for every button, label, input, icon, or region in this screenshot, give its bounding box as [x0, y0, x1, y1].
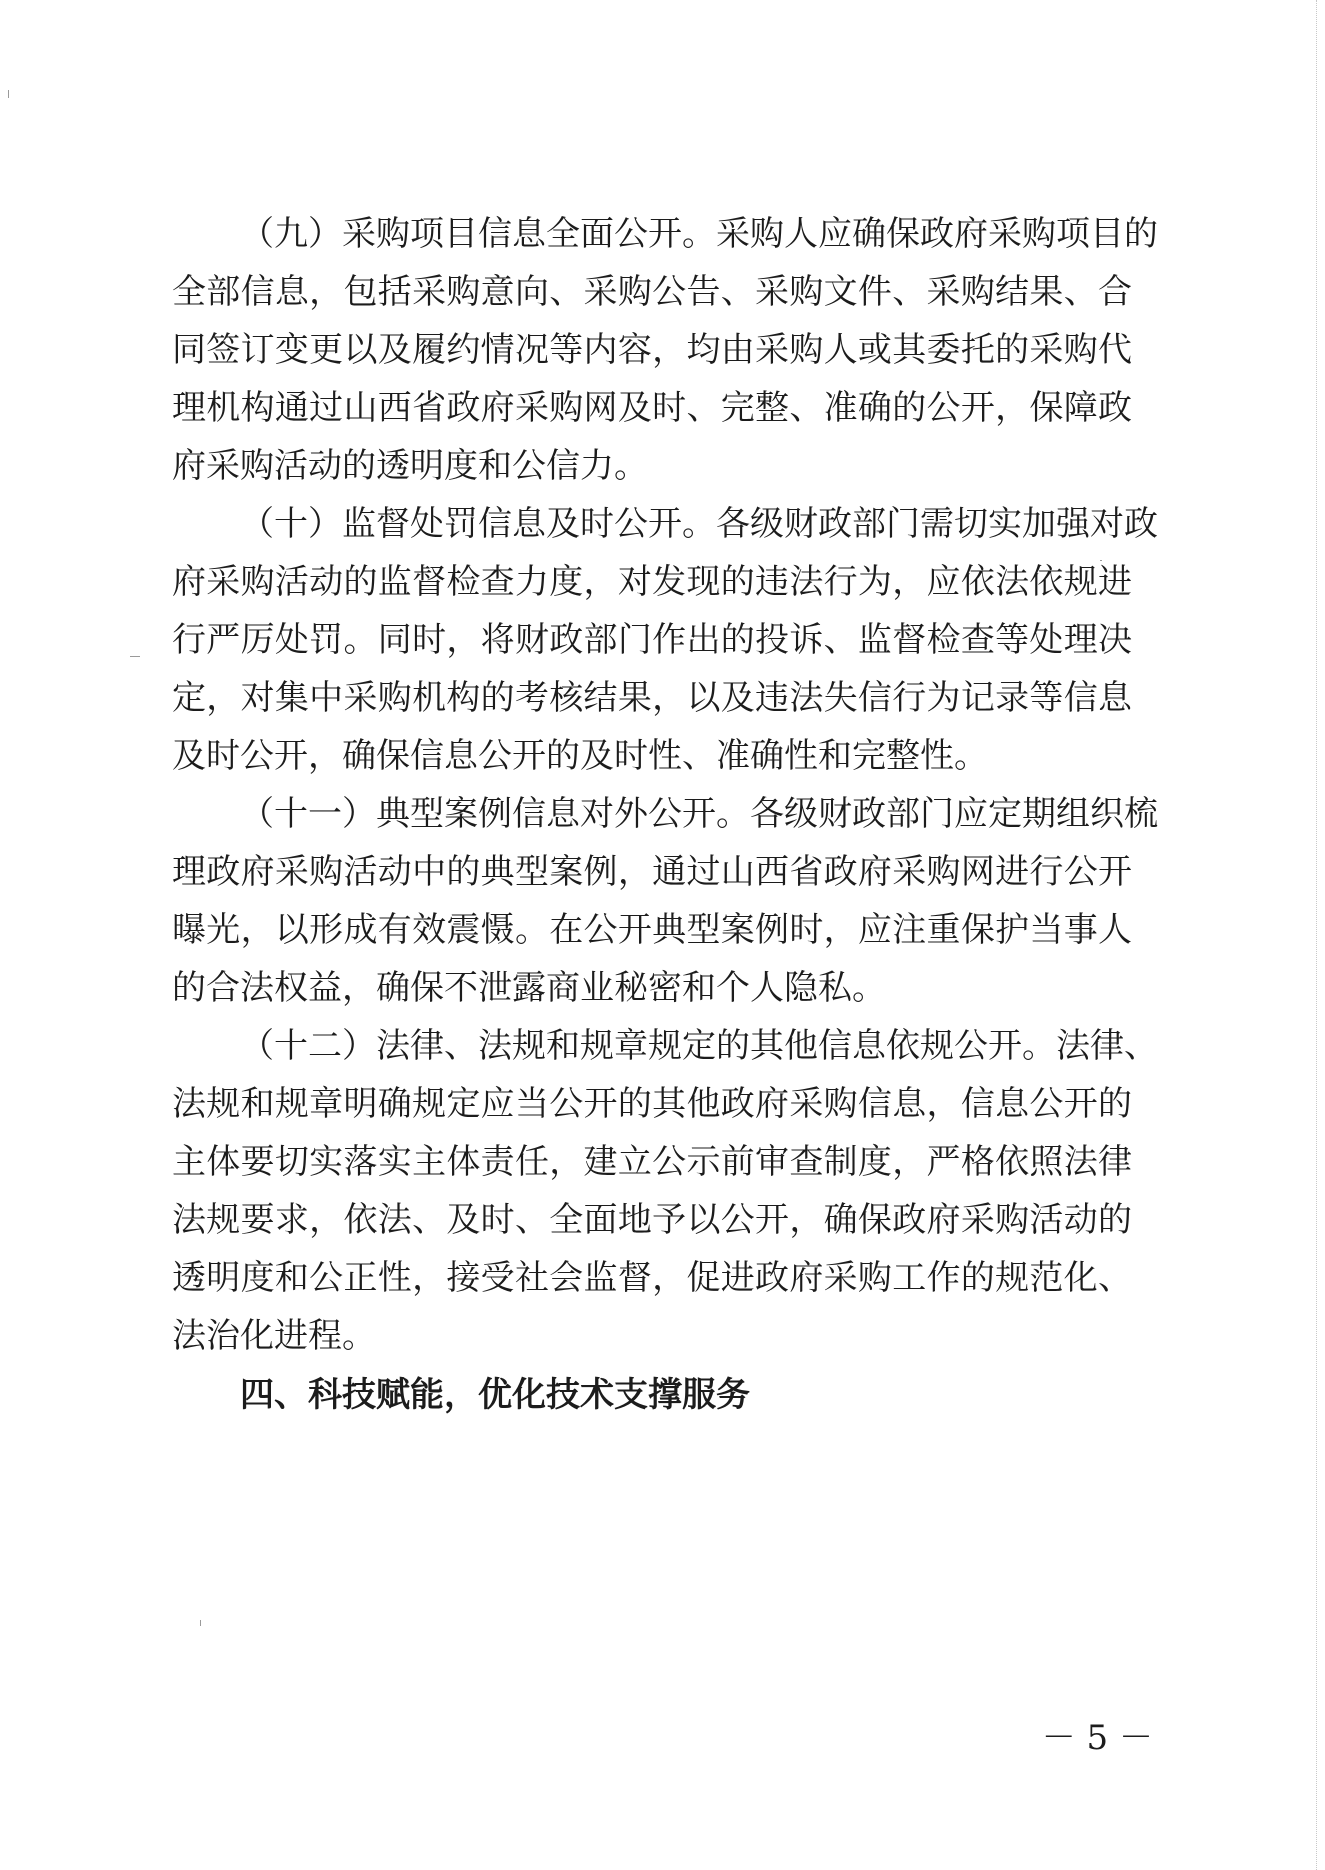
scan-mark [8, 90, 9, 98]
scan-mark [130, 656, 140, 657]
paragraph-9-line-4: 理机构通过山西省政府采购网及时、完整、准确的公开，保障政 [172, 388, 1132, 428]
paragraph-9-line-5: 府采购活动的透明度和公信力。 [172, 446, 648, 486]
paragraph-10-line-5: 及时公开，确保信息公开的及时性、准确性和完整性。 [172, 736, 988, 776]
paragraph-10-line-3: 行严厉处罚。同时，将财政部门作出的投诉、监督检查等处理决 [172, 620, 1132, 660]
section-heading: 四、科技赋能，优化技术支撑服务 [240, 1375, 750, 1415]
paragraph-9-line-2: 全部信息，包括采购意向、采购公告、采购文件、采购结果、合 [172, 272, 1132, 312]
paragraph-12-line-6: 法治化进程。 [172, 1316, 376, 1356]
paragraph-12-line-4: 法规要求，依法、及时、全面地予以公开，确保政府采购活动的 [172, 1200, 1132, 1240]
paragraph-12-line-3: 主体要切实落实主体责任，建立公示前审查制度，严格依照法律 [172, 1142, 1132, 1182]
scan-edge [1315, 0, 1317, 1870]
page-number: － 5 － [1041, 1718, 1153, 1758]
paragraph-12-line-1: （十二）法律、法规和规章规定的其他信息依规公开。法律、 [240, 1026, 1158, 1066]
paragraph-12-line-5: 透明度和公正性，接受社会监督，促进政府采购工作的规范化、 [172, 1258, 1132, 1298]
paragraph-10-line-1: （十）监督处罚信息及时公开。各级财政部门需切实加强对政 [240, 504, 1158, 544]
paragraph-11-line-2: 理政府采购活动中的典型案例，通过山西省政府采购网进行公开 [172, 852, 1132, 892]
paragraph-11-line-3: 曝光，以形成有效震慑。在公开典型案例时，应注重保护当事人 [172, 910, 1132, 950]
paragraph-11-line-1: （十一）典型案例信息对外公开。各级财政部门应定期组织梳 [240, 794, 1158, 834]
paragraph-11-line-4: 的合法权益，确保不泄露商业秘密和个人隐私。 [172, 968, 886, 1008]
paragraph-12-line-2: 法规和规章明确规定应当公开的其他政府采购信息，信息公开的 [172, 1084, 1132, 1124]
paragraph-10-line-2: 府采购活动的监督检查力度，对发现的违法行为，应依法依规进 [172, 562, 1132, 602]
scan-mark [200, 1620, 201, 1626]
scan-mark [1100, 560, 1102, 561]
paragraph-9-line-3: 同签订变更以及履约情况等内容，均由采购人或其委托的采购代 [172, 330, 1132, 370]
paragraph-9-line-1: （九）采购项目信息全面公开。采购人应确保政府采购项目的 [240, 214, 1158, 254]
paragraph-10-line-4: 定，对集中采购机构的考核结果，以及违法失信行为记录等信息 [172, 678, 1132, 718]
